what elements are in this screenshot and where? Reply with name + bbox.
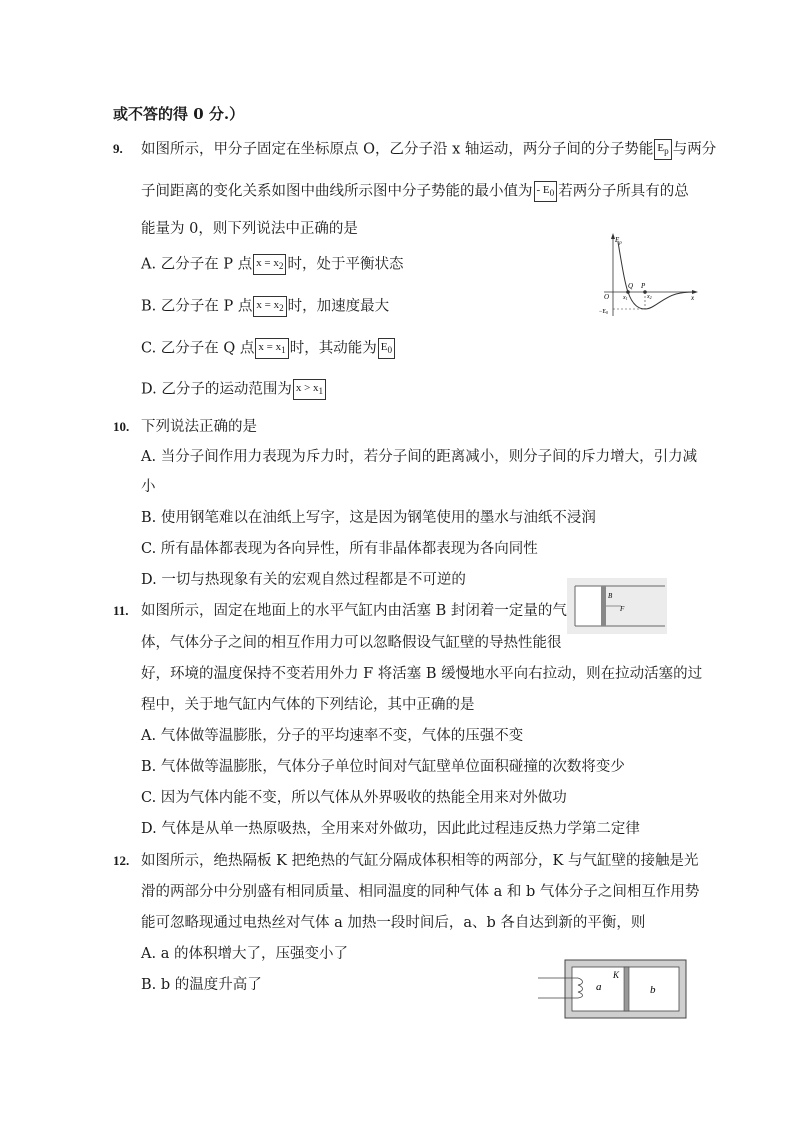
q9-option-a: A. 乙分子在 P 点 $x = x_2$ 时，处于平衡状态 xyxy=(141,254,403,275)
formula-box: $x = x_1$ xyxy=(255,338,288,359)
q10-title: 下列说法正确的是 xyxy=(141,419,257,435)
svg-text:K: K xyxy=(613,970,620,980)
q10-option-b: B. 使用钢笔难以在油纸上写字，这是因为钢笔使用的墨水与油纸不浸润 xyxy=(141,510,596,526)
q11-option-b: B. 气体做等温膨胀，气体分子单位时间对气缸壁单位面积碰撞的次数将变少 xyxy=(141,759,625,775)
q11-line-3: 好，环境的温度保持不变若用外力 F 将活塞 B 缓慢地水平向右拉动，则在拉动活塞的过 xyxy=(141,666,703,682)
svg-text:b: b xyxy=(650,984,656,996)
neg-e0-formula-box: - $E_0$ xyxy=(534,181,558,202)
svg-text:x: x xyxy=(691,294,695,302)
q9-line-1: 如图所示，甲分子固定在坐标原点 O，乙分子沿 x 轴运动，两分子间的分子势能 $E_p$ 与两分 xyxy=(141,139,716,160)
q11-line-2: 体，气体分子之间的相互作用力可以忽略假设气缸壁的导热性能很 xyxy=(141,635,562,651)
q10-option-d: D. 一切与热现象有关的宏观自然过程都是不可逆的 xyxy=(141,572,466,588)
q11-line-1: 如图所示，固定在地面上的水平气缸内由活塞 B 封闭着一定量的气 xyxy=(141,603,567,619)
q10-option-c: C. 所有晶体都表现为各向异性，所有非晶体都表现为各向同性 xyxy=(141,541,538,557)
q11-option-d: D. 气体是从单一热原吸热，全用来对外做功，因此此过程违反热力学第二定律 xyxy=(141,821,640,837)
formula-box: $x = x_2$ xyxy=(253,254,286,275)
q11-option-a: A. 气体做等温膨胀，分子的平均速率不变，气体的压强不变 xyxy=(141,728,524,744)
svg-text:x2: x2 xyxy=(647,294,652,300)
q12-line-2: 滑的两部分中分别盛有相同质量、相同温度的同种气体 a 和 b 气体分子之间相互作用势 xyxy=(141,884,700,900)
svg-text:P: P xyxy=(641,282,646,290)
svg-text:F: F xyxy=(620,605,625,613)
q9-line-2: 子间距离的变化关系如图中曲线所示图中分子势能的最小值为 - $E_0$ 若两分子所具有的总 xyxy=(141,181,689,202)
q9-line-3: 能量为 0，则下列说法中正确的是 xyxy=(141,221,358,237)
section-header: 或不答的得 0 分.） xyxy=(113,105,245,123)
q11-line-4: 程中，关于地气缸内气体的下列结论，其中正确的是 xyxy=(141,697,475,713)
formula-box: $x > x_1$ xyxy=(293,379,326,400)
svg-text:O: O xyxy=(604,293,610,301)
svg-text:a: a xyxy=(596,981,602,993)
svg-text:Ep: $E_p$ xyxy=(615,236,622,246)
ep-formula-box: $E_p$ xyxy=(654,139,671,160)
q12-line-1: 如图所示，绝热隔板 K 把绝热的气缸分隔成体积相等的两部分，K 与气缸壁的接触是光 xyxy=(141,853,699,869)
question-number-10: 10. xyxy=(113,419,130,434)
formula-box: $E_0$ xyxy=(378,338,395,359)
q10-option-a-line-2: 小 xyxy=(141,479,156,495)
svg-text:Q: Q xyxy=(628,282,634,290)
question-number-11: 11. xyxy=(113,603,129,618)
q12-line-3: 能可忽略现通过电热丝对气体 a 加热一段时间后，a、b 各自达到新的平衡，则 xyxy=(141,915,646,931)
q12-option-a: A. a 的体积增大了，压强变小了 xyxy=(141,946,348,962)
svg-text:B: B xyxy=(608,592,613,600)
q12-option-b: B. b 的温度升高了 xyxy=(141,977,262,993)
insulated-cylinder-figure xyxy=(538,958,690,1020)
q9-option-c: C. 乙分子在 Q 点 $x = x_1$ 时，其动能为 $E_0$ xyxy=(141,338,396,359)
svg-text:−E0: −E0 xyxy=(599,309,609,315)
q9-option-b: B. 乙分子在 P 点 $x = x_2$ 时，加速度最大 xyxy=(141,296,389,317)
question-number-9: 9. xyxy=(113,141,123,156)
q10-option-a-line-1: A. 当分子间作用力表现为斥力时，若分子间的距离减小，则分子间的斥力增大，引力减 xyxy=(141,449,698,465)
q9-option-d: D. 乙分子的运动范围为 $x > x_1$ xyxy=(141,379,327,400)
q11-option-c: C. 因为气体内能不变，所以气体从外界吸收的热能全用来对外做功 xyxy=(141,790,567,806)
question-number-12: 12. xyxy=(113,853,130,868)
cylinder-piston-figure xyxy=(567,578,667,634)
svg-text:x1: x1 xyxy=(623,295,628,301)
potential-energy-graph xyxy=(598,232,700,318)
formula-box: $x = x_2$ xyxy=(253,296,286,317)
